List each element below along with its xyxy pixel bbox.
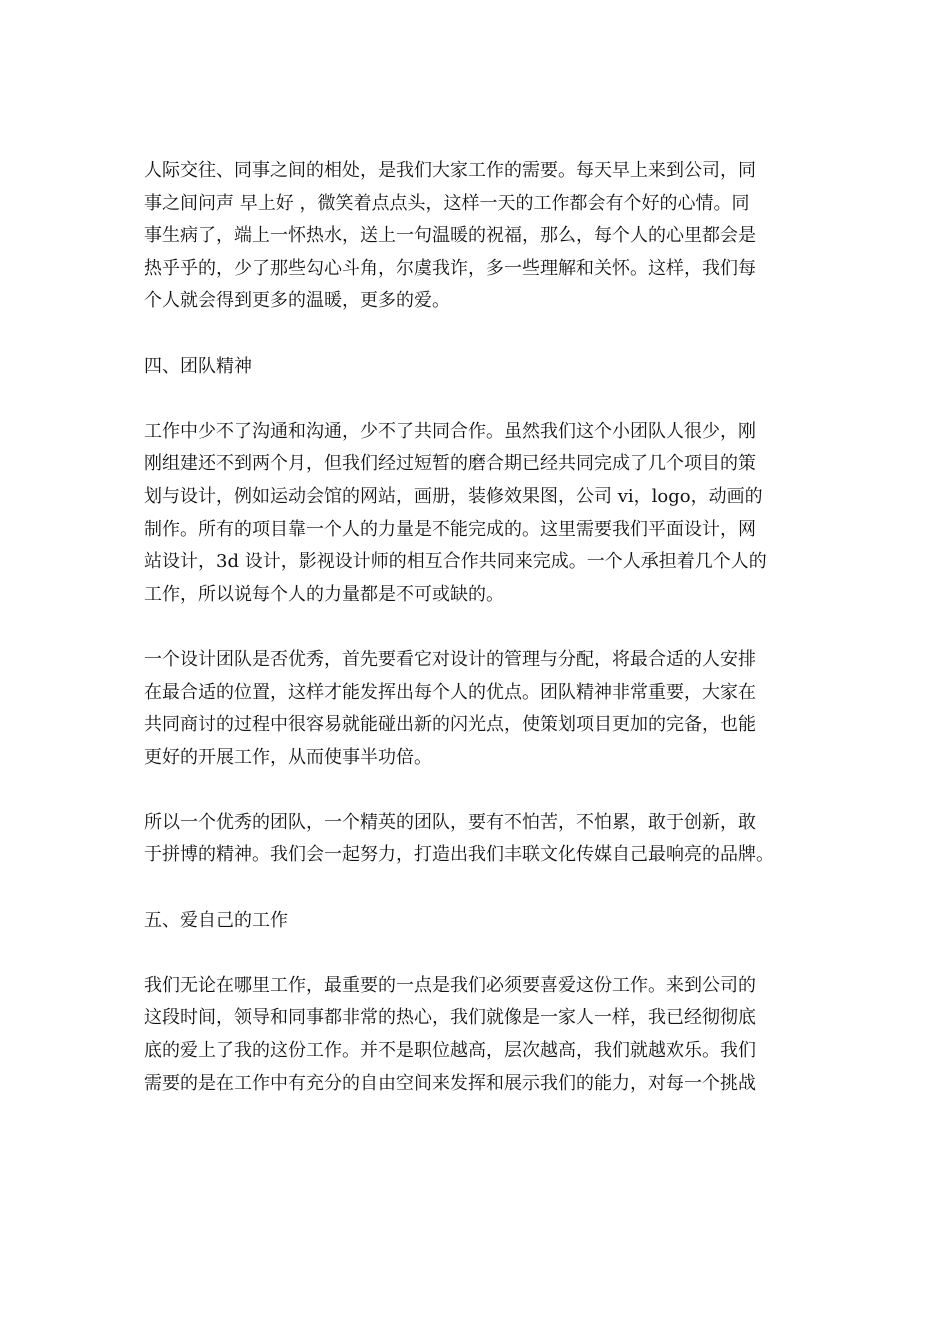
text-line: 事之间问声 早上好 ，微笑着点点头，这样一天的工作都会有个好的心情。同 <box>144 192 750 214</box>
text-line: 工作，所以说每个人的力量都是不可或缺的。 <box>144 583 504 605</box>
section-heading-team-spirit <box>144 351 812 384</box>
heading-text: 五、爱自己的工作 <box>144 909 288 931</box>
text-line: 一个设计团队是否优秀，首先要看它对设计的管理与分配，将最合适的人安排 <box>144 648 756 670</box>
text-line: 热乎乎的，少了那些勾心斗角，尔虞我诈，多一些理解和关怀。这样，我们每 <box>144 257 756 279</box>
text-line: 人际交往、同事之间的相处，是我们大家工作的需要。每天早上来到公司，同 <box>144 160 756 181</box>
text-line: 我们无论在哪里工作，最重要的一点是我们必须要喜爱这份工作。来到公司的 <box>144 974 756 996</box>
paragraph-cooperation <box>144 416 812 612</box>
text-line: 工作中少不了沟通和沟通，少不了共同合作。虽然我们这个小团队人很少，刚 <box>144 420 756 442</box>
text-line: 底的爱上了我的这份工作。并不是职位越高，层次越高，我们就越欢乐。我们 <box>144 1040 756 1062</box>
text-line: 事生病了，端上一怀热水，送上一句温暖的祝福，那么，每个人的心里都会是 <box>144 225 756 247</box>
document-body <box>144 155 812 1133</box>
paragraph-interpersonal <box>144 155 812 318</box>
section-heading-love-work <box>144 905 812 938</box>
text-line: 制作。所有的项目靠一个人的力量是不能完成的。这里需要我们平面设计，网 <box>144 518 756 540</box>
text-line: 在最合适的位置，这样才能发挥出每个人的优点。团队精神非常重要，大家在 <box>144 681 756 703</box>
text-line: 所以一个优秀的团队，一个精英的团队，要有不怕苦，不怕累，敢于创新，敢 <box>144 811 756 833</box>
text-line: 于拼博的精神。我们会一起努力，打造出我们丰联文化传媒自己最响亮的品牌。 <box>144 844 774 866</box>
text-line: 这段时间，领导和同事都非常的热心，我们就像是一家人一样，我已经彻彻底 <box>144 1007 756 1029</box>
text-line: 需要的是在工作中有充分的自由空间来发挥和展示我们的能力，对每一个挑战 <box>144 1072 756 1094</box>
text-line: 划与设计，例如运动会馆的网站，画册，装修效果图，公司 vi，logo，动画的 <box>144 485 763 507</box>
paragraph-excellent-team <box>144 807 812 872</box>
text-line: 个人就会得到更多的温暖，更多的爱。 <box>144 290 450 312</box>
heading-text: 四、团队精神 <box>144 355 252 377</box>
paragraph-design-team <box>144 644 812 774</box>
text-line: 更好的开展工作，从而使事半功倍。 <box>144 746 432 768</box>
text-line: 站设计，3d 设计，影视设计师的相互合作共同来完成。一个人承担着几个人的 <box>144 551 767 573</box>
text-line: 刚组建还不到两个月，但我们经过短暂的磨合期已经共同完成了几个项目的策 <box>144 453 756 475</box>
paragraph-love-work <box>144 970 812 1100</box>
text-line: 共同商讨的过程中很容易就能碰出新的闪光点，使策划项目更加的完备，也能 <box>144 714 756 736</box>
